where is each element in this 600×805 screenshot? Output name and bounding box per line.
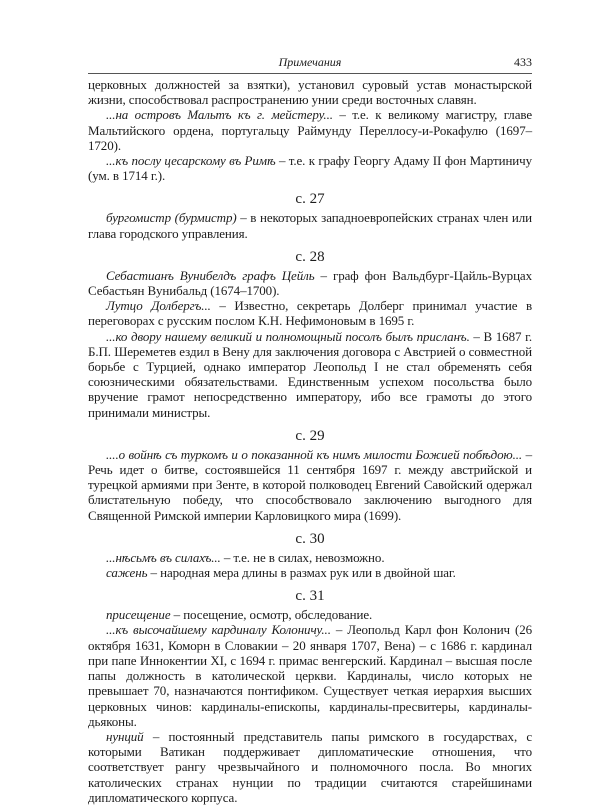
note-text: – посещение, осмотр, обследование.	[170, 607, 373, 623]
note-entry	[88, 153, 532, 183]
note-entry	[88, 607, 532, 622]
note-entry	[88, 550, 532, 565]
note-term: ...къ высочайшему кардиналу Колоничу...	[106, 622, 331, 638]
note-text: – в некоторых западноевропейских странах член или глава городского управления.	[88, 210, 532, 241]
note-entry	[88, 565, 532, 580]
note-term: ....о войнѣ съ туркомъ и о показанной къ нимъ милости Божией побѣдою...	[106, 446, 523, 462]
note-text: церковных должностей за взятки), установил суровый устав монастырской жизни, способствовал распространению унии среди восточных славян.	[88, 77, 532, 108]
note-term: ...нѣсьмъ въ силахъ...	[106, 549, 221, 565]
note-entry	[88, 268, 532, 298]
section-heading: с. 29	[295, 427, 325, 444]
note-text: – народная мера длины в размах рук или в двойной шаг.	[147, 565, 456, 581]
note-entry	[88, 729, 532, 805]
book-page	[88, 52, 532, 805]
note-text: – т.е. к графу Георгу Адаму II фон Мартиничу (ум. в 1714 г.).	[88, 153, 532, 184]
section-heading: с. 28	[295, 248, 325, 265]
note-term: ...на островъ Мальтъ къ г. мейстеру...	[106, 107, 333, 123]
note-text: – Речь идет о битве, состоявшейся 11 сентября 1697 г. между австрийской и турецкой армиями при Зенте, в которой полководец Евгений Савойский одержал блистательную победу, что способствовало заключению выгодного для Священной Римской империи Карловицкого мира (1699).	[88, 446, 532, 523]
header-rule	[88, 73, 532, 74]
note-term: присещение	[106, 607, 171, 623]
note-entry	[88, 210, 532, 240]
running-title: Примечания	[278, 55, 342, 69]
note-entry	[88, 447, 532, 523]
note-entry	[88, 107, 532, 153]
note-text: – постоянный представитель папы римского в государствах, с которыми Ватикан поддерживает дипломатические отношения, что соответствует рангу чрезвычайного и полномочного посла. Во многих католических странах нунции по традиции считаются старейшинами дипломатического корпуса.	[88, 728, 532, 805]
note-entry	[88, 329, 532, 420]
note-text: – граф фон Вальдбург-Цайль-Вурцах Себастьян Вунибальд (1674–1700).	[88, 267, 532, 299]
note-term: Себастианъ Вунибелдъ графъ Цейль	[106, 267, 315, 283]
note-entry	[88, 77, 532, 107]
note-entry	[88, 622, 532, 728]
notes-body	[88, 77, 532, 805]
note-term: сажень	[106, 565, 148, 581]
note-entry	[88, 298, 532, 328]
note-text: – В 1687 г. Б.П. Шереметев ездил в Вену для заключения договора с Австрией о совместной борьбе с Турцией, однако император Леопольд I не стал обременять себя союзническими обязательствами. Единственным успехом посольства было вручение грамот непосредственно императору, ибо все грамоты до этого принимали министры.	[88, 328, 532, 420]
note-term: ...къ послу цесарскому въ Римѣ	[106, 153, 276, 169]
note-term: нунций	[106, 728, 144, 744]
note-text: – Леопольд Карл фон Колонич (26 октября 1631, Коморн в Словакии – 20 января 1707, Вена) – с 1686 г. кардинал при папе Иннокентии XI, с 1694 г. примас венгерский. Кардинал – высшая после папы должность в католической церкви. Кардиналы, число которых не превышает 70, назначаются понтификом. Существует четкая иерархия высших церковных чинов: кардиналы-епископы, кардиналы-пресвитеры, кардиналы-дьяконы.	[88, 622, 532, 729]
section-heading: с. 27	[295, 191, 325, 208]
note-text: – т.е. не в силах, невозможно.	[220, 549, 385, 565]
running-header	[88, 52, 532, 72]
page-number: 433	[514, 55, 532, 69]
note-term: бургомистр (бурмистр)	[106, 210, 237, 226]
section-heading: с. 31	[295, 588, 325, 605]
note-text: – Известно, секретарь Долберг принимал участие в переговорах с русским послом К.Н. Нефимоновым в 1695 г.	[88, 298, 533, 329]
note-text: – т.е. к великому магистру, главе Мальтийского ордена, португальцу Раймунду Переллосу-и-Рокафулю (1697–1720).	[88, 107, 532, 153]
note-term: Лутцо Долбергъ...	[106, 298, 211, 314]
note-term: ...ко двору нашему великий и полномощный посолъ былъ присланъ.	[106, 328, 470, 344]
section-heading: с. 30	[295, 530, 325, 547]
